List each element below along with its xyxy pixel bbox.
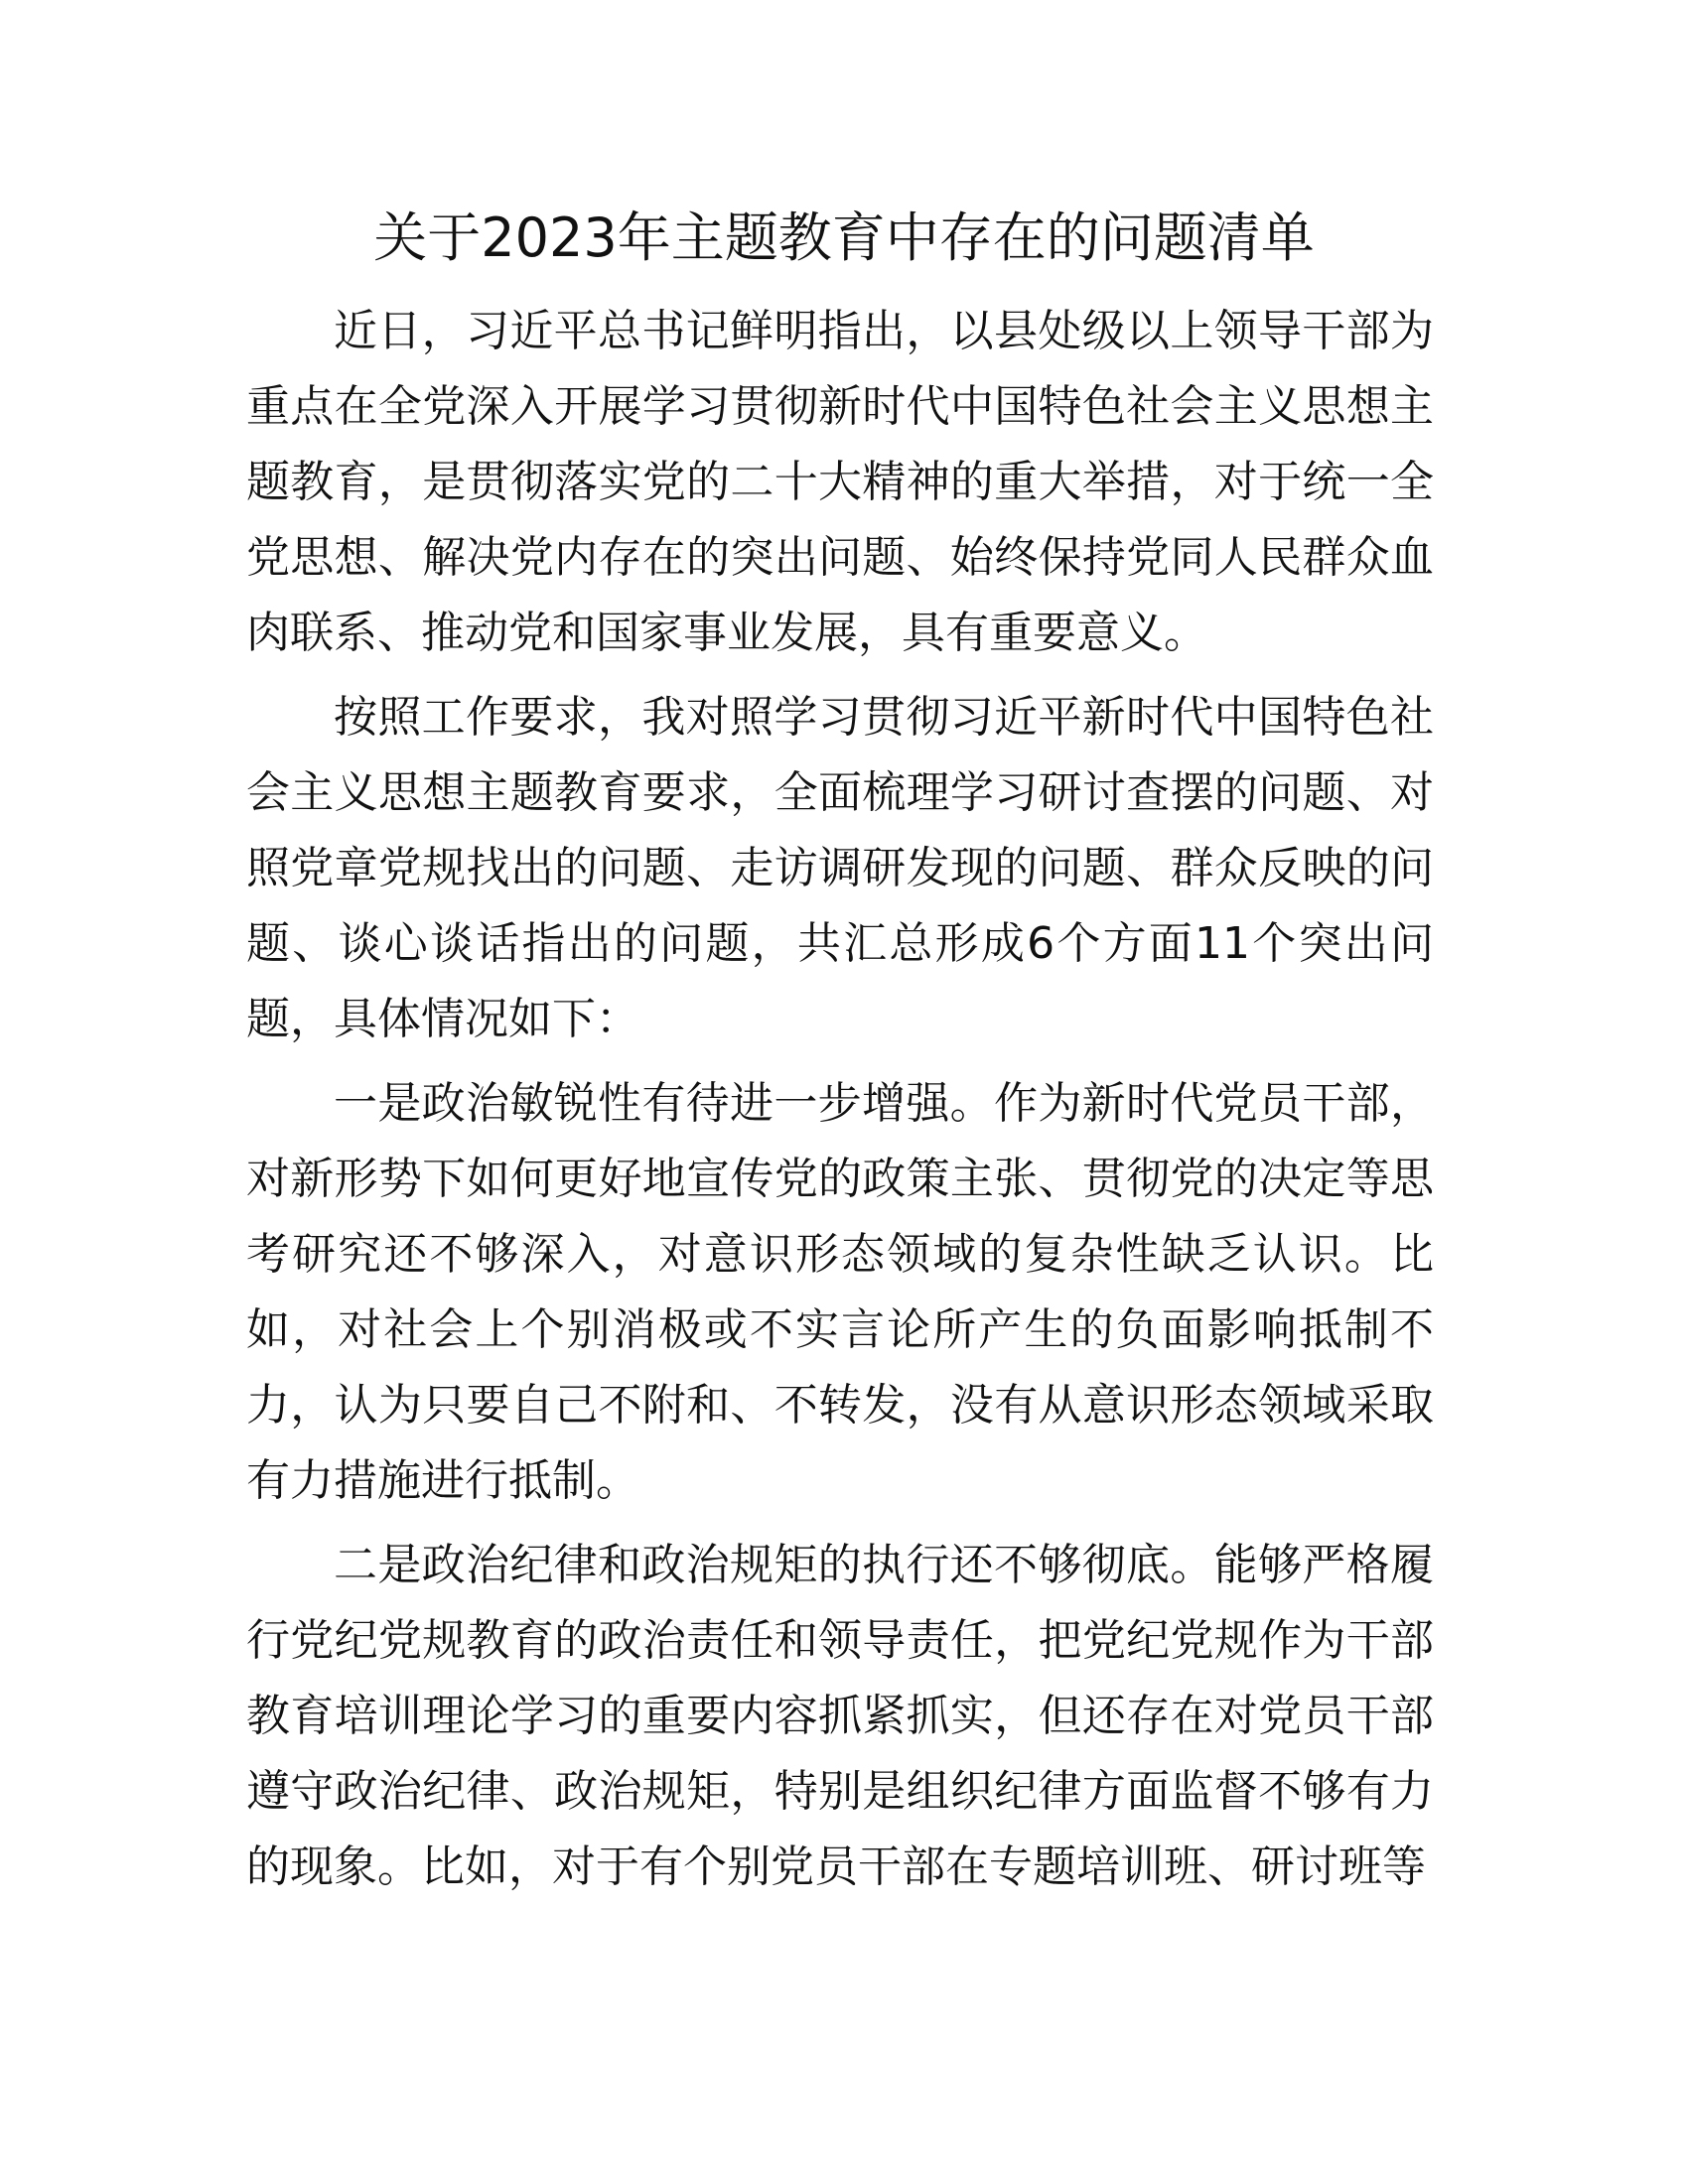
document-body bbox=[246, 294, 1434, 1905]
paragraph-requirements: 按照工作要求，我对照学习贯彻习近平新时代中国特色社会主义思想主题教育要求，全面梳理学习研讨查摆的问题、对照党章党规找出的问题、走访调研发现的问题、群众反映的问题、谈心谈话指出的问题，共汇总形成6个方面11个突出问题，具体情况如下： bbox=[246, 692, 1434, 1044]
paragraph-issue-one: 一是政治敏锐性有待进一步增强。作为新时代党员干部，对新形势下如何更好地宣传党的政策主张、贯彻党的决定等思考研究还不够深入，对意识形态领域的复杂性缺乏认识。比如，对社会上个别消极或不实言论所产生的负面影响抵制不力，认为只要自己不附和、不转发，没有从意识形态领域采取有力措施进行抵制。 bbox=[246, 1078, 1434, 1506]
paragraph-intro: 近日，习近平总书记鲜明指出，以县处级以上领导干部为重点在全党深入开展学习贯彻新时代中国特色社会主义思想主题教育，是贯彻落实党的二十大精神的重大举措，对于统一全党思想、解决党内存在的突出问题、始终保持党同人民群众血肉联系、推动党和国家事业发展，具有重要意义。 bbox=[246, 306, 1434, 658]
paragraph-issue-two: 二是政治纪律和政治规矩的执行还不够彻底。能够严格履行党纪党规教育的政治责任和领导责任，把党纪党规作为干部教育培训理论学习的重要内容抓紧抓实，但还存在对党员干部遵守政治纪律、政治规矩，特别是组织纪律方面监督不够有力的现象。比如，对于有个别党员干部在专题培训班、研讨班等 bbox=[246, 1540, 1434, 1892]
document-title: 关于2023年主题教育中存在的问题清单 bbox=[373, 206, 1315, 269]
